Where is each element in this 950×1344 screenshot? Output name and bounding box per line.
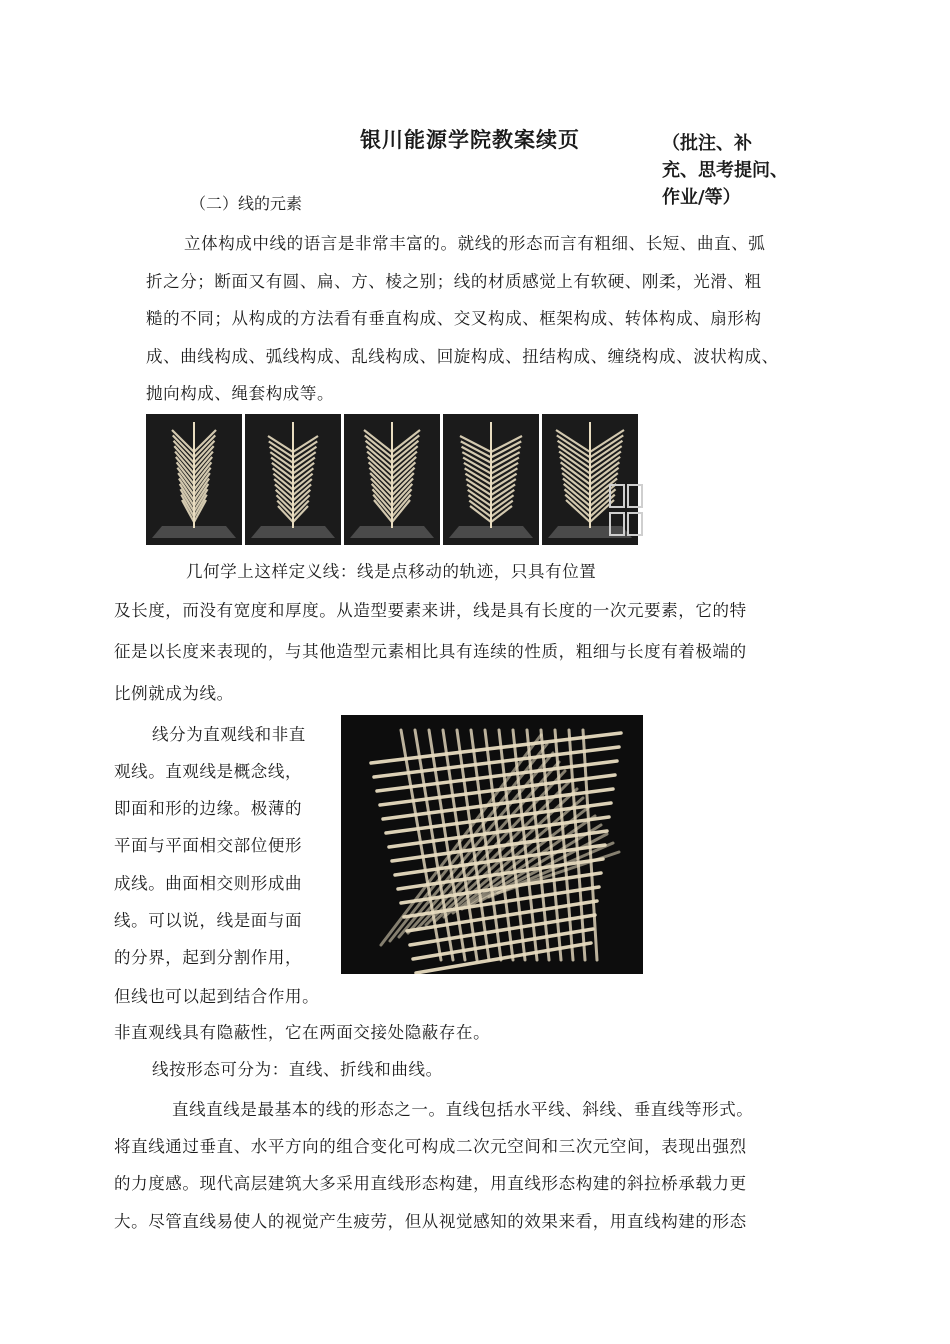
paragraph-line: 的力度感。现代高层建筑大多采用直线形态构建，用直线形态构建的斜拉桥承载力更	[114, 1174, 747, 1193]
paragraph-line: 线按形态可分为：直线、折线和曲线。	[152, 1060, 443, 1079]
side-note-line: 充、思考提问、	[662, 160, 788, 181]
paragraph-line: 将直线通过垂直、水平方向的组合变化可构成二次元空间和三次元空间，表现出强烈	[114, 1137, 747, 1156]
paragraph-line: 折之分；断面又有圆、扁、方、棱之别；线的材质感觉上有软硬、刚柔，光滑、粗	[146, 272, 762, 291]
paragraph-line: 立体构成中线的语言是非常丰富的。就线的形态而言有粗细、长短、曲直、弧	[184, 234, 766, 253]
sculpture-photo	[344, 414, 440, 545]
paragraph-line: 线。可以说，线是面与面	[114, 911, 303, 930]
stick-structure-photo	[341, 715, 643, 974]
paragraph-line: 大。尽管直线易使人的视觉产生疲劳，但从视觉感知的效果来看，用直线构建的形态	[114, 1212, 747, 1231]
paragraph-line: 及长度，而没有宽度和厚度。从造型要素来讲，线是具有长度的一次元要素，它的特	[114, 601, 747, 620]
sculpture-photo	[443, 414, 539, 545]
paragraph-line: 平面与平面相交部位便形	[114, 836, 303, 855]
paragraph-line: 成线。曲面相交则形成曲	[114, 874, 303, 893]
paragraph-line: 几何学上这样定义线：线是点移动的轨迹，只具有位置	[186, 562, 597, 581]
paragraph-line: 成、曲线构成、弧线构成、乱线构成、回旋构成、扭结构成、缠绕构成、波状构成、	[146, 347, 779, 366]
paragraph-line: 糙的不同；从构成的方法看有垂直构成、交叉构成、框架构成、转体构成、扇形构	[146, 309, 762, 328]
paragraph-line: 但线也可以起到结合作用。	[114, 987, 320, 1006]
paragraph-line: 线分为直观线和非直	[152, 725, 306, 744]
paragraph-line: 征是以长度来表现的，与其他造型元素相比具有连续的性质，粗细与长度有着极端的	[114, 642, 747, 661]
paragraph-line: 直线直线是最基本的线的形态之一。直线包括水平线、斜线、垂直线等形式。	[172, 1100, 754, 1119]
sculpture-photo-strip	[146, 414, 638, 545]
side-note	[662, 130, 852, 211]
paragraph-line: 抛向构成、绳套构成等。	[146, 384, 335, 403]
sculpture-photo	[146, 414, 242, 545]
section-heading: （二）线的元素	[190, 194, 303, 213]
page-title: 银川能源学院教案续页	[360, 128, 580, 152]
side-note-line: 作业/等）	[662, 187, 741, 208]
qr-watermark	[608, 483, 644, 539]
paragraph-line: 非直观线具有隐蔽性，它在两面交接处隐蔽存在。	[114, 1023, 491, 1042]
side-note-line: （批注、补	[662, 133, 752, 154]
paragraph-line: 的分界，起到分割作用，	[114, 948, 303, 967]
paragraph-line: 即面和形的边缘。极薄的	[114, 799, 303, 818]
sculpture-photo	[245, 414, 341, 545]
paragraph-line: 观线。直观线是概念线，	[114, 762, 303, 781]
paragraph-line: 比例就成为线。	[114, 684, 234, 703]
